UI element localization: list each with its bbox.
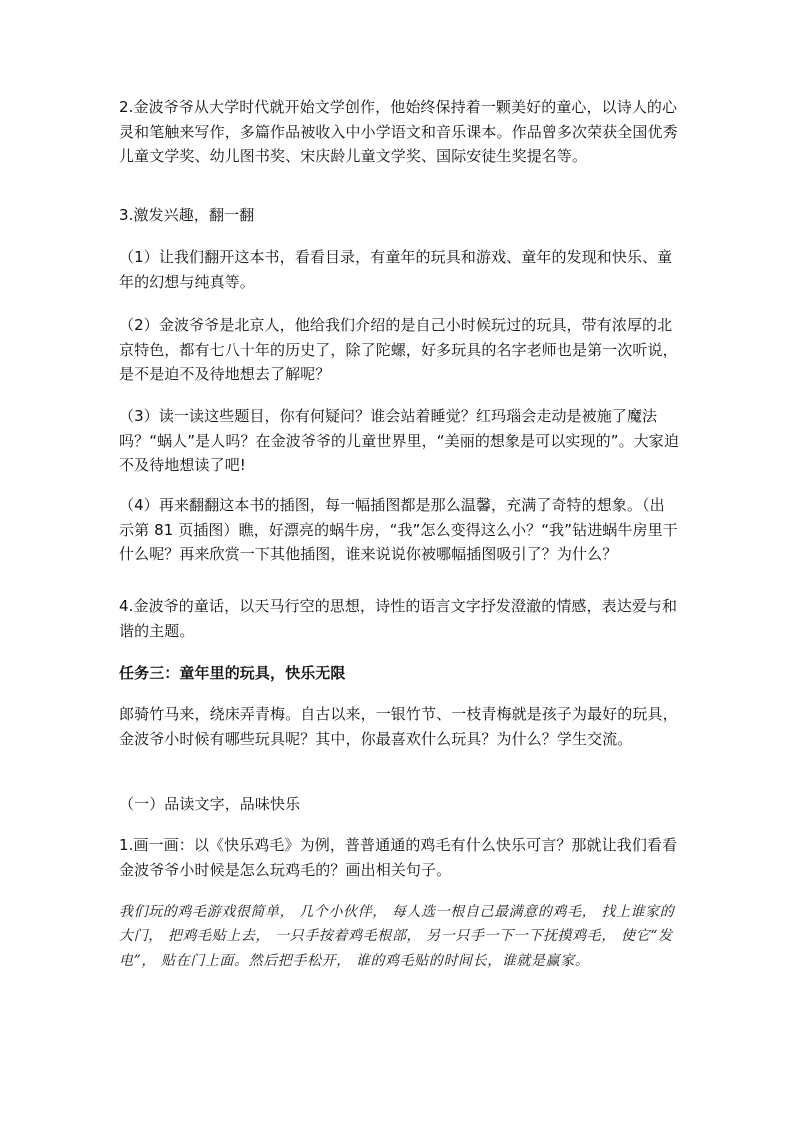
quoted-passage: 我们玩的鸡毛游戏很简单， 几个小伙伴， 每人选一根自己最满意的鸡毛， 找上谁家的大门， 把鸡毛贴上去， 一只手按着鸡毛根部， 另一只手一下一下抚摸鸡毛， 使它“发电”， 贴在门上面。然后把手松开， 谁的鸡毛贴的时间长，谁就是赢家。 <box>119 904 675 969</box>
paragraph-step-3-3: （3）读一读这些题目，你有何疑问？谁会站着睡觉？红玛瑙会走动是被施了魔法吗？“蜗人”是人吗？在金波爷爷的儿童世界里，“美丽的想象是可以实现的”。大家迫不及待地想读了吧! <box>119 407 679 474</box>
paragraph-step-3-1: （1）让我们翻开这本书，看看目录，有童年的玩具和游戏、童年的发现和快乐、童年的幻想与纯真等。 <box>119 248 673 291</box>
paragraph-author-intro: 2.金波爷爷从大学时代就开始文学创作，他始终保持着一颗美好的童心，以诗人的心灵和笔触来写作，多篇作品被收入中小学语文和音乐课本。作品曾多次荣获全国优秀儿童文学奖、幼儿图书奖、宋庆龄儿童文学奖、国际安徒生奖提名等。 <box>119 98 678 165</box>
task-three-heading: 任务三：童年里的玩具，快乐无限 <box>119 664 346 682</box>
paragraph-step-3-4: （4）再来翻翻这本书的插图，每一幅插图都是那么温馨，充满了奇特的想象。（出示第 81 页插图）瞧，好漂亮的蜗牛房，“我”怎么变得这么小？“我”钻进蜗牛房里干什么呢？再来欣赏一下其他插图，谁来说说你被哪幅插图吸引了？为什么？ <box>119 496 678 563</box>
paragraph-step-3-2: （2）金波爷爷是北京人，他给我们介绍的是自己小时候玩过的玩具，带有浓厚的北京特色，都有七八十年的历史了，除了陀螺，好多玩具的名字老师也是第一次听说，是不是迫不及待地想去了解呢？ <box>119 316 678 383</box>
paragraph-step-3-heading: 3.激发兴趣，翻一翻 <box>119 206 255 224</box>
paragraph-draw-activity: 1.画一画：以《快乐鸡毛》为例，普普通通的鸡毛有什么快乐可言？那就让我们看看金波爷爷小时候是怎么玩鸡毛的？画出相关句子。 <box>119 836 678 879</box>
section-one-heading: （一）品读文字，品味快乐 <box>119 795 301 813</box>
paragraph-task-three-intro: 郎骑竹马来，绕床弄青梅。自古以来，一银竹节、一枝青梅就是孩子为最好的玩具，金波爷小时候有哪些玩具呢？其中，你最喜欢什么玩具？为什么？学生交流。 <box>119 705 678 748</box>
paragraph-step-4: 4.金波爷的童话，以天马行空的思想，诗性的语言文字抒发澄澈的情感，表达爱与和谐的主题。 <box>119 597 678 640</box>
